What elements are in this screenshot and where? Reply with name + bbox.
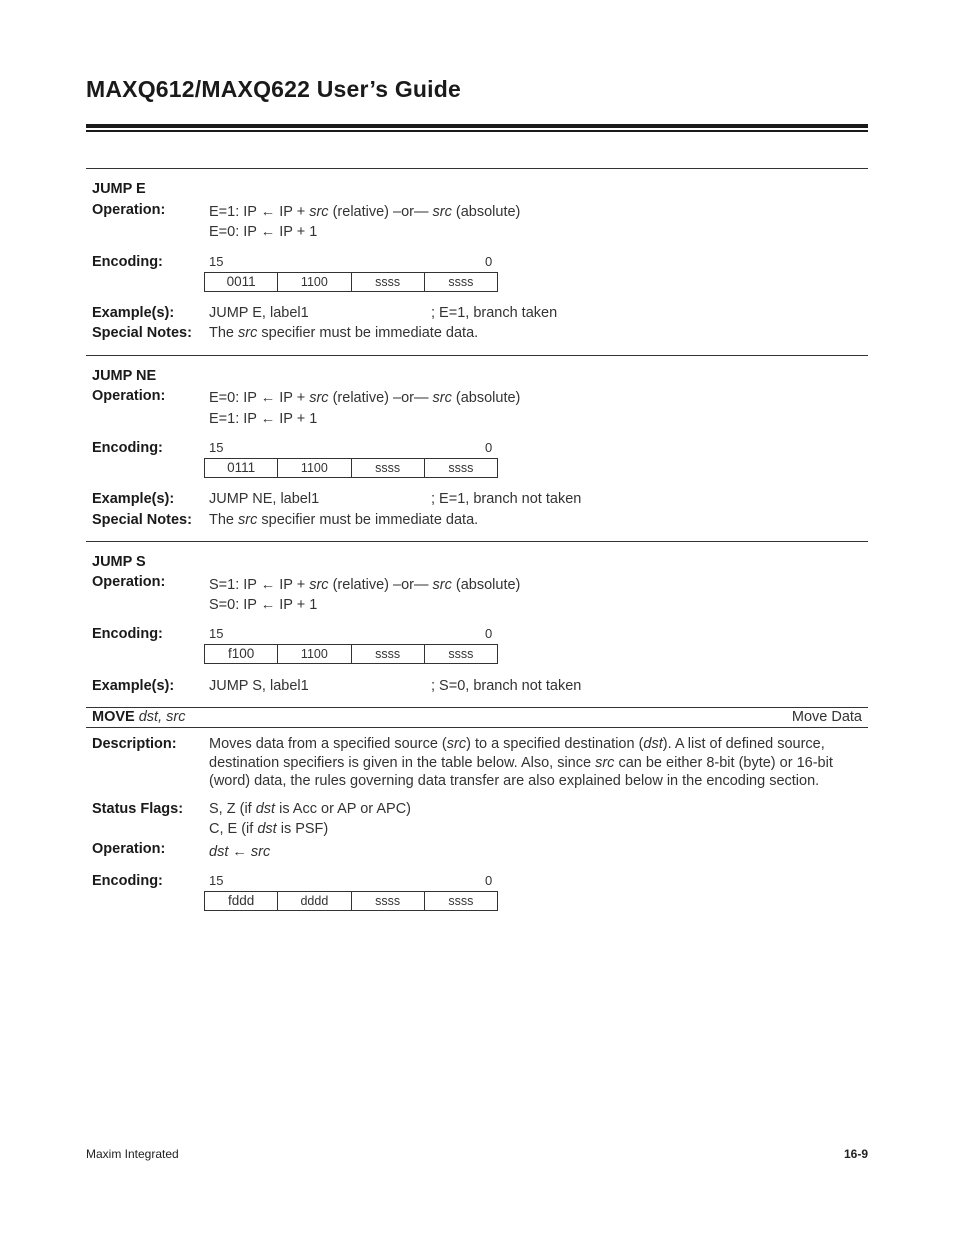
bit-high: 15 <box>209 254 224 269</box>
encoding-label: Encoding: <box>92 873 163 889</box>
encoding-field: 0111 <box>227 460 256 475</box>
section-divider <box>86 707 868 708</box>
move-heading: MOVE dst, src <box>92 709 186 725</box>
encoding-field: ssss <box>351 645 424 663</box>
jump-e-encoding-box <box>204 272 498 292</box>
jump-s-comment: ; S=0, branch not taken <box>431 678 582 694</box>
operation-label: Operation: <box>92 202 166 218</box>
jump-s-encoding-box <box>204 644 498 664</box>
encoding-field: ssss <box>351 892 424 910</box>
encoding-field: 1100 <box>277 273 350 291</box>
bit-low: 0 <box>485 254 493 269</box>
section-divider <box>86 168 868 169</box>
encoding-field: f100 <box>227 646 255 661</box>
jump-s-heading: JUMP S <box>92 554 146 570</box>
jump-s-operation-1: S=1: IP ← IP + src (relative) –or— src (absolute) <box>209 577 521 593</box>
encoding-field: ssss <box>424 892 497 910</box>
move-encoding-box <box>204 891 498 911</box>
jump-s-example: JUMP S, label1 <box>209 678 309 694</box>
jump-ne-example: JUMP NE, label1 <box>209 491 320 507</box>
jump-e-example: JUMP E, label1 <box>209 305 309 321</box>
move-flags-1: S, Z (if dst is Acc or AP or APC) <box>209 801 412 817</box>
special-notes-label: Special Notes: <box>92 512 192 528</box>
title-rule <box>86 124 868 128</box>
encoding-field: ssss <box>424 645 497 663</box>
jump-e-operation-2: E=0: IP ← IP + 1 <box>209 224 318 240</box>
description-label: Description: <box>92 736 177 752</box>
special-notes-label: Special Notes: <box>92 325 192 341</box>
encoding-field: dddd <box>277 892 350 910</box>
page-title: MAXQ612/MAXQ622 User’s Guide <box>86 76 462 102</box>
jump-ne-heading: JUMP NE <box>92 368 157 384</box>
jump-s-operation-2: S=0: IP ← IP + 1 <box>209 597 318 613</box>
jump-ne-note: The src specifier must be immediate data. <box>209 512 479 528</box>
encoding-field: ssss <box>424 459 497 477</box>
bit-low: 0 <box>485 873 493 888</box>
encoding-field: fddd <box>227 893 255 908</box>
page-number: 16-9 <box>843 1147 868 1161</box>
encoding-field: ssss <box>351 273 424 291</box>
bit-low: 0 <box>485 626 493 641</box>
encoding-field: 1100 <box>277 645 350 663</box>
operation-label: Operation: <box>92 574 166 590</box>
jump-e-heading: JUMP E <box>92 181 146 197</box>
encoding-label: Encoding: <box>92 440 163 456</box>
bit-high: 15 <box>209 626 224 641</box>
examples-label: Example(s): <box>92 491 175 507</box>
jump-e-operation-1: E=1: IP ← IP + src (relative) –or— src (absolute) <box>209 204 521 220</box>
footer-company: Maxim Integrated <box>86 1147 179 1161</box>
title-rule-secondary <box>86 130 868 132</box>
operation-label: Operation: <box>92 841 166 857</box>
encoding-field: 0011 <box>226 274 256 289</box>
encoding-label: Encoding: <box>92 254 163 270</box>
encoding-field: ssss <box>351 459 424 477</box>
jump-ne-operation-2: E=1: IP ← IP + 1 <box>209 411 318 427</box>
bit-low: 0 <box>485 440 493 455</box>
bit-high: 15 <box>209 440 224 455</box>
move-flags-2: C, E (if dst is PSF) <box>209 821 329 837</box>
move-operation: dst ← src <box>209 844 271 860</box>
section-divider <box>86 355 868 356</box>
section-divider <box>86 541 868 542</box>
encoding-field: 1100 <box>277 459 350 477</box>
encoding-label: Encoding: <box>92 626 163 642</box>
section-divider <box>86 727 868 728</box>
jump-e-comment: ; E=1, branch taken <box>431 305 558 321</box>
jump-e-note: The src specifier must be immediate data. <box>209 325 479 341</box>
examples-label: Example(s): <box>92 678 175 694</box>
jump-ne-encoding-box <box>204 458 498 478</box>
jump-ne-comment: ; E=1, branch not taken <box>431 491 582 507</box>
bit-high: 15 <box>209 873 224 888</box>
move-description: Moves data from a specified source (src) to a specified destination (dst). A list of defined source, destination specifiers is given in the table below. Also, since src can be either 8-bit (byte) or 16-bit (word) data, the rules governing data transfer are also explained below in the encoding section. <box>209 736 833 789</box>
operation-label: Operation: <box>92 388 166 404</box>
encoding-field: ssss <box>424 273 497 291</box>
status-flags-label: Status Flags: <box>92 801 184 817</box>
examples-label: Example(s): <box>92 305 175 321</box>
jump-ne-operation-1: E=0: IP ← IP + src (relative) –or— src (absolute) <box>209 390 521 406</box>
move-heading-right: Move Data <box>791 709 862 725</box>
